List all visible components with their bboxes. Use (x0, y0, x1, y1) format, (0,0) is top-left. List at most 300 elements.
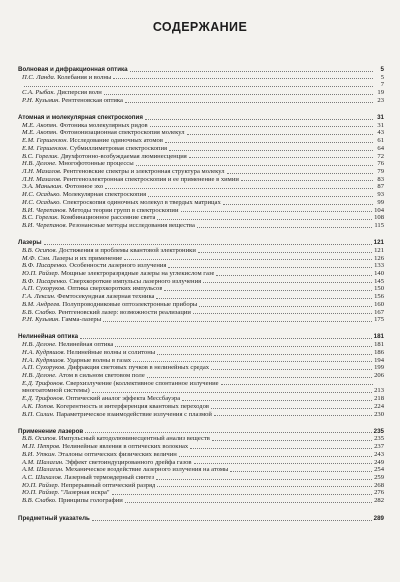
entry-author: Е.Д. Трифонов. (22, 395, 65, 403)
toc-entry (18, 309, 384, 317)
entry-text (18, 309, 191, 317)
section-heading: Лазеры (18, 239, 42, 247)
entry-author: В.С. Горелик. (22, 214, 60, 222)
entry-text (18, 316, 101, 324)
toc-entry (18, 137, 384, 145)
entry-author: Е.М. Гершензон. (22, 137, 69, 145)
toc-entry (18, 357, 384, 365)
section-page-number: 31 (377, 113, 384, 121)
dot-leader (133, 361, 372, 362)
dot-leader (194, 463, 373, 464)
entry-author: Н.В. Делоне. (22, 160, 57, 168)
entry-title: Многофотонные процессы (58, 160, 134, 168)
entry-text (18, 451, 177, 459)
entry-page-number: 126 (374, 254, 384, 262)
toc-entry (18, 262, 384, 270)
entry-title: Мощные электроразрядные лазеры на углекислом газе (60, 270, 215, 277)
entry-text (18, 482, 155, 490)
entry-author: М.Е. Акопян. (22, 129, 58, 137)
entry-author: И.С. Осадько. (22, 198, 62, 206)
entry-author: Ю.П. Райзер. (22, 481, 60, 489)
entry-page-number: 206 (374, 372, 384, 379)
dot-leader (92, 392, 372, 393)
toc-entry (18, 466, 384, 474)
dot-leader (211, 369, 372, 370)
entry-text (18, 387, 90, 395)
entry-page-number: 235 (374, 435, 384, 443)
entry-author: В.М. Андреев. (22, 300, 61, 308)
dot-leader (150, 126, 373, 127)
toc-entry (18, 214, 384, 222)
entry-page-number: 31 (377, 121, 384, 129)
entry-text (18, 222, 195, 230)
toc-entry (18, 387, 384, 395)
entry-page-number: 249 (374, 458, 384, 466)
toc-entry (18, 222, 384, 230)
entry-text (18, 145, 167, 153)
dot-leader (105, 188, 373, 189)
table-of-contents (18, 66, 384, 532)
entry-text (18, 357, 131, 365)
entry-title: Нелинейные явления в оптических волокнах (62, 443, 189, 451)
section-page-number: 289 (373, 514, 384, 522)
toc-section (18, 114, 384, 230)
entry-title: Сверхизлучение (коллективное спонтанное излучение (65, 379, 219, 387)
section-heading-row (18, 239, 384, 247)
entry-title: Лазеры и их применение (52, 254, 123, 262)
entry-author: А.М. Шалагин. (22, 466, 64, 474)
toc-entry (18, 364, 384, 372)
entry-text (18, 270, 214, 278)
entry-page-number: 93 (377, 191, 384, 199)
section-page-number: 181 (373, 333, 384, 341)
entry-page-number: 175 (374, 316, 384, 324)
entry-page-number: 224 (374, 402, 384, 410)
entry-title: Когерентность и интерференция квантовых переходов (56, 402, 209, 410)
dot-leader (80, 338, 372, 339)
entry-title: Атом в сильном световом поле (58, 372, 145, 379)
entry-text (18, 176, 239, 184)
toc-section (18, 333, 384, 418)
section-heading: Применение лазеров (18, 427, 84, 435)
entry-text (18, 278, 201, 286)
section-heading-row (18, 114, 384, 122)
dot-leader (130, 71, 373, 72)
dot-leader (115, 346, 372, 347)
dot-leader (124, 259, 372, 260)
entry-author: В.В. Осипов. (22, 246, 58, 254)
entry-title: Фемтосекундная лазерная техника (57, 293, 155, 301)
entry-author: В.И. Черепанов. (22, 222, 68, 230)
dot-leader (136, 165, 373, 166)
entry-author: В.И. Черепанов. (22, 206, 68, 214)
entry-title: Нелинейная оптика (58, 341, 114, 349)
entry-page-number: 115 (374, 222, 384, 230)
entry-text (18, 301, 197, 309)
entry-page-number: 150 (374, 285, 384, 293)
entry-title: Эталоны оптических физических величин (57, 450, 177, 458)
entry-text (18, 153, 187, 161)
entry-text (18, 443, 188, 451)
dot-leader (223, 204, 373, 205)
entry-text (18, 435, 210, 443)
entry-text (18, 199, 221, 207)
entry-title: Сверхкороткие импульсы лазерного излучения (69, 277, 202, 285)
dot-leader (179, 456, 372, 457)
entry-page-number: 121 (374, 246, 384, 254)
entry-page-number: 64 (377, 144, 384, 152)
entry-author: А.П. Сухоруков. (22, 364, 66, 372)
toc-entry (18, 372, 384, 380)
entry-title: Колебания и волны (57, 73, 112, 81)
entry-page-number: 268 (374, 481, 384, 489)
entry-title: Параметрическое взаимодействие излучения с плазмой (56, 410, 212, 418)
entry-text (18, 349, 155, 357)
toc-entry (18, 168, 384, 176)
dot-leader (113, 78, 373, 79)
entry-author: В.С. Горелик. (22, 152, 60, 160)
dot-leader (125, 502, 372, 503)
entry-text (18, 395, 180, 403)
dot-leader (92, 520, 372, 521)
dot-leader (157, 354, 372, 355)
entry-author: М.Ф. Сэм. (22, 254, 51, 262)
dot-leader (164, 290, 372, 291)
entry-title: Молекулярная спектроскопия (62, 191, 147, 199)
toc-entry (18, 489, 384, 497)
entry-title: Полупроводниковые оптоэлектронные приборы (62, 300, 198, 308)
entry-author: В.И. Уткин. (22, 450, 57, 458)
toc-entry (18, 278, 384, 286)
toc-entry (18, 474, 384, 482)
dot-leader (203, 282, 372, 283)
entry-text (18, 380, 219, 388)
entry-text (18, 403, 209, 411)
entry-author: М.Е. Акопян. (22, 121, 58, 129)
toc-entry (18, 153, 384, 161)
dot-leader (193, 313, 372, 314)
entry-author: Е.М. Гершензон. (22, 144, 69, 152)
entry-text (18, 122, 148, 130)
entry-author: Г.А. Лексин. (22, 293, 56, 301)
entry-title: Фотоионизационная спектроскопия молекул (59, 129, 185, 137)
entry-title: Ударные волны в газах (66, 356, 132, 364)
entry-title: Гамма-лазеры (61, 316, 102, 324)
toc-entry (18, 443, 384, 451)
entry-author: Э.А. Маныкин. (22, 183, 64, 191)
entry-text (18, 89, 102, 97)
entry-title: Фотоника молекулярных ридов (59, 121, 148, 129)
entry-text (18, 411, 212, 419)
section-heading: Предметный указатель (18, 514, 90, 522)
entry-author: В.Ф. Писаренко. (22, 277, 68, 285)
dot-leader (157, 486, 372, 487)
entry-page-number: 213 (374, 387, 384, 395)
toc-entry (18, 176, 384, 184)
toc-entry (18, 341, 384, 349)
entry-title: Двухфотонно-возбуждаемая люминесценция (60, 152, 187, 160)
entry-page-number: 156 (374, 293, 384, 301)
dot-leader (148, 196, 373, 197)
toc-entry (18, 199, 384, 207)
entry-author: В.Ф. Писаренко. (22, 262, 68, 270)
entry-text (18, 129, 185, 137)
toc-entry (18, 459, 384, 467)
entry-title: Непрерывный оптический разряд (60, 481, 156, 489)
toc-entry (18, 349, 384, 357)
entry-author: А.М. Шалагин. (22, 458, 64, 466)
dot-leader (189, 157, 373, 158)
entry-text (18, 262, 166, 270)
entry-page-number: 282 (374, 497, 384, 505)
entry-text (18, 466, 228, 474)
toc-entry (18, 403, 384, 411)
toc-entry (18, 395, 384, 403)
entry-author: Н.В. Делоне. (22, 372, 57, 379)
section-page-number: 5 (380, 66, 384, 73)
entry-text (18, 160, 134, 168)
entry-text (18, 74, 111, 82)
entry-text (18, 489, 110, 497)
dot-leader (241, 180, 373, 181)
entry-text (18, 293, 154, 301)
entry-title: Рентгеновский лазер: возможности реализации (58, 308, 191, 316)
entry-page-number: 243 (374, 450, 384, 458)
entry-author: А.К. Попов. (22, 402, 55, 410)
entry-author: Л.Н. Мазалов. (22, 168, 62, 175)
entry-text (18, 497, 123, 505)
toc-entry (18, 411, 384, 419)
entry-text (18, 214, 155, 222)
toc-entry (18, 482, 384, 490)
dot-leader (211, 408, 372, 409)
entry-author: В.П. Силин. (22, 410, 55, 418)
entry-author: Ю.П. Райзер. (22, 270, 60, 277)
dot-leader (156, 479, 372, 480)
toc-section (18, 515, 384, 523)
entry-title: Эффект светоиндуцированного дрейфа газов (65, 458, 192, 466)
toc-section (18, 239, 384, 324)
entry-title: Нелинейные волны и солитоны (66, 348, 156, 356)
dot-leader (199, 306, 372, 307)
entry-page-number: 104 (374, 206, 384, 214)
section-heading: Атомная и молекулярная спектроскопия (18, 113, 143, 121)
dot-leader (157, 219, 372, 220)
entry-page-number: 7 (380, 81, 384, 89)
entry-page-number: 87 (377, 183, 384, 191)
toc-entry (18, 74, 384, 82)
dot-leader (24, 86, 373, 87)
entry-author: Н.А. Кудряшов. (22, 348, 66, 356)
entry-title: Исследование одиночных атомов (69, 137, 163, 145)
entry-text (18, 341, 113, 349)
toc-entry (18, 293, 384, 301)
entry-author: Е.Д. Трифонов. (22, 379, 65, 387)
dot-leader (168, 267, 372, 268)
toc-entry (18, 207, 384, 215)
entry-page-number: 72 (377, 152, 384, 160)
entry-page-number: 199 (374, 364, 384, 372)
dot-leader (190, 448, 372, 449)
entry-title: Рентгеноэлектронная спектроскопия и ее применение в химии (63, 175, 239, 183)
dot-leader (44, 244, 372, 245)
section-heading: Нелинейная оптика (18, 333, 79, 341)
dot-leader (216, 275, 372, 276)
toc-entry (18, 270, 384, 278)
toc-entry (18, 97, 384, 105)
entry-page-number: 237 (374, 443, 384, 451)
dot-leader (103, 321, 372, 322)
toc-entry (18, 145, 384, 153)
entry-page-number: 23 (377, 96, 384, 104)
entry-author: А.П. Сухоруков. (22, 285, 66, 293)
entry-author: Н.А. Кудряшов. (22, 356, 66, 364)
entry-page-number: 218 (374, 395, 384, 403)
entry-title: Методы теории групп в спектроскопии (68, 206, 179, 214)
section-heading-row (18, 333, 384, 341)
entry-text (18, 97, 123, 105)
entry-title: Резонансные методы исследования вещества (68, 222, 195, 230)
dot-leader (112, 494, 372, 495)
entry-text (18, 137, 163, 145)
entry-author: Ю.П. Райзер. (22, 489, 60, 497)
section-heading: Волновая и дифракционная оптика (18, 66, 128, 73)
section-page-number: 235 (373, 427, 384, 435)
entry-title: Оптика сверхкоротких импульсов (67, 285, 163, 293)
section-heading-row (18, 428, 384, 436)
entry-page-number: 76 (377, 160, 384, 168)
entry-page-number: 259 (374, 474, 384, 481)
entry-text (18, 459, 192, 467)
toc-entry (18, 497, 384, 505)
entry-author: Б.В. Слабко. (22, 308, 57, 316)
entry-title: Субмиллиметровая спектроскопия (69, 144, 168, 152)
entry-title: Рентгеновские спектры и электронная структура молекул (63, 168, 225, 175)
dot-leader (198, 252, 372, 253)
entry-text (18, 183, 103, 191)
entry-page-number: 230 (374, 410, 384, 418)
toc-entry (18, 285, 384, 293)
entry-page-number: 186 (374, 348, 384, 356)
entry-title: Дисперсия волн (56, 89, 102, 97)
entry-author: П.С. Ланда. (22, 73, 56, 81)
entry-title: Комбинационное рассеяние света (60, 214, 156, 222)
toc-entry (18, 191, 384, 199)
entry-author: Р.Н. Кузьмин. (22, 96, 61, 104)
entry-text (18, 372, 145, 380)
toc-entry (18, 89, 384, 97)
entry-title: Дифракция световых пучков в нелинейных средах (67, 364, 210, 372)
entry-page-number: 43 (377, 129, 384, 137)
entry-title: Рентгеновская оптика (61, 96, 123, 104)
dot-leader (125, 102, 373, 103)
dot-leader (182, 400, 372, 401)
entry-text (18, 255, 122, 263)
section-heading-row (18, 515, 384, 523)
dot-leader (104, 94, 373, 95)
toc-entry (18, 81, 384, 89)
section-page-number: 121 (373, 239, 384, 247)
dot-leader (169, 150, 373, 151)
toc-section (18, 66, 384, 105)
entry-text (18, 168, 225, 176)
entry-text (18, 191, 146, 199)
entry-page-number: 99 (377, 198, 384, 206)
entry-page-number: 5 (380, 73, 384, 81)
entry-page-number: 254 (374, 466, 384, 474)
toc-entry (18, 129, 384, 137)
dot-leader (85, 432, 371, 433)
dot-leader (197, 227, 372, 228)
entry-text (18, 364, 209, 372)
toc-entry (18, 451, 384, 459)
toc-entry (18, 301, 384, 309)
toc-section (18, 428, 384, 505)
dot-leader (181, 211, 373, 212)
entry-title: Импульсный катодолюминесцентный анализ веществ (58, 435, 210, 443)
toc-entry (18, 255, 384, 263)
entry-author: М.П. Петров. (22, 443, 61, 451)
entry-page-number: 83 (377, 175, 384, 183)
toc-entry (18, 122, 384, 130)
entry-title: Лазерный термоядерный синтез (64, 474, 155, 481)
entry-author: С.А. Рыбак. (22, 89, 56, 97)
entry-page-number: 61 (377, 137, 384, 145)
entry-text (18, 474, 154, 482)
entry-text (18, 285, 162, 293)
entry-title: многоатомной системы) (22, 387, 90, 395)
entry-author: И.С. Осадько. (22, 191, 62, 199)
toc-entry (18, 435, 384, 443)
dot-leader (165, 142, 373, 143)
toc-entry (18, 183, 384, 191)
entry-text (18, 247, 196, 255)
entry-author: В.В. Осипов. (22, 435, 58, 443)
entry-page-number: 19 (377, 89, 384, 97)
dot-leader (147, 377, 372, 378)
entry-author: Л.Н. Мазалов. (22, 175, 62, 183)
dot-leader (221, 384, 373, 385)
dot-leader (145, 119, 373, 120)
entry-author: А.С. Шихалов. (22, 474, 63, 481)
entry-page-number: 108 (374, 214, 384, 222)
dot-leader (227, 173, 373, 174)
entry-page-number: 79 (377, 168, 384, 175)
entry-page-number: 167 (374, 308, 384, 316)
toc-entry (18, 316, 384, 324)
dot-leader (214, 415, 372, 416)
entry-title: Особенности лазерного излучения (69, 262, 167, 270)
entry-title: "Лазерная искра" (60, 489, 110, 497)
section-heading-row (18, 66, 384, 74)
dot-leader (230, 471, 372, 472)
entry-title: Достижения и проблемы квантовой электроники (58, 246, 196, 254)
dot-leader (187, 134, 373, 135)
entry-page-number: 194 (374, 356, 384, 364)
entry-page-number: 276 (374, 489, 384, 497)
entry-title: Спектроскопия одиночных молекул в твердых матрицах (62, 198, 221, 206)
dot-leader (156, 298, 372, 299)
entry-page-number: 160 (374, 300, 384, 308)
entry-page-number: 181 (374, 341, 384, 349)
entry-author: Р.Н. Кузьмин. (22, 316, 61, 324)
entry-title: Фотонное эхо (64, 183, 104, 191)
toc-entry (18, 247, 384, 255)
entry-text (18, 207, 179, 215)
dot-leader (212, 440, 372, 441)
toc-entry (18, 380, 384, 388)
entry-page-number: 145 (374, 277, 384, 285)
